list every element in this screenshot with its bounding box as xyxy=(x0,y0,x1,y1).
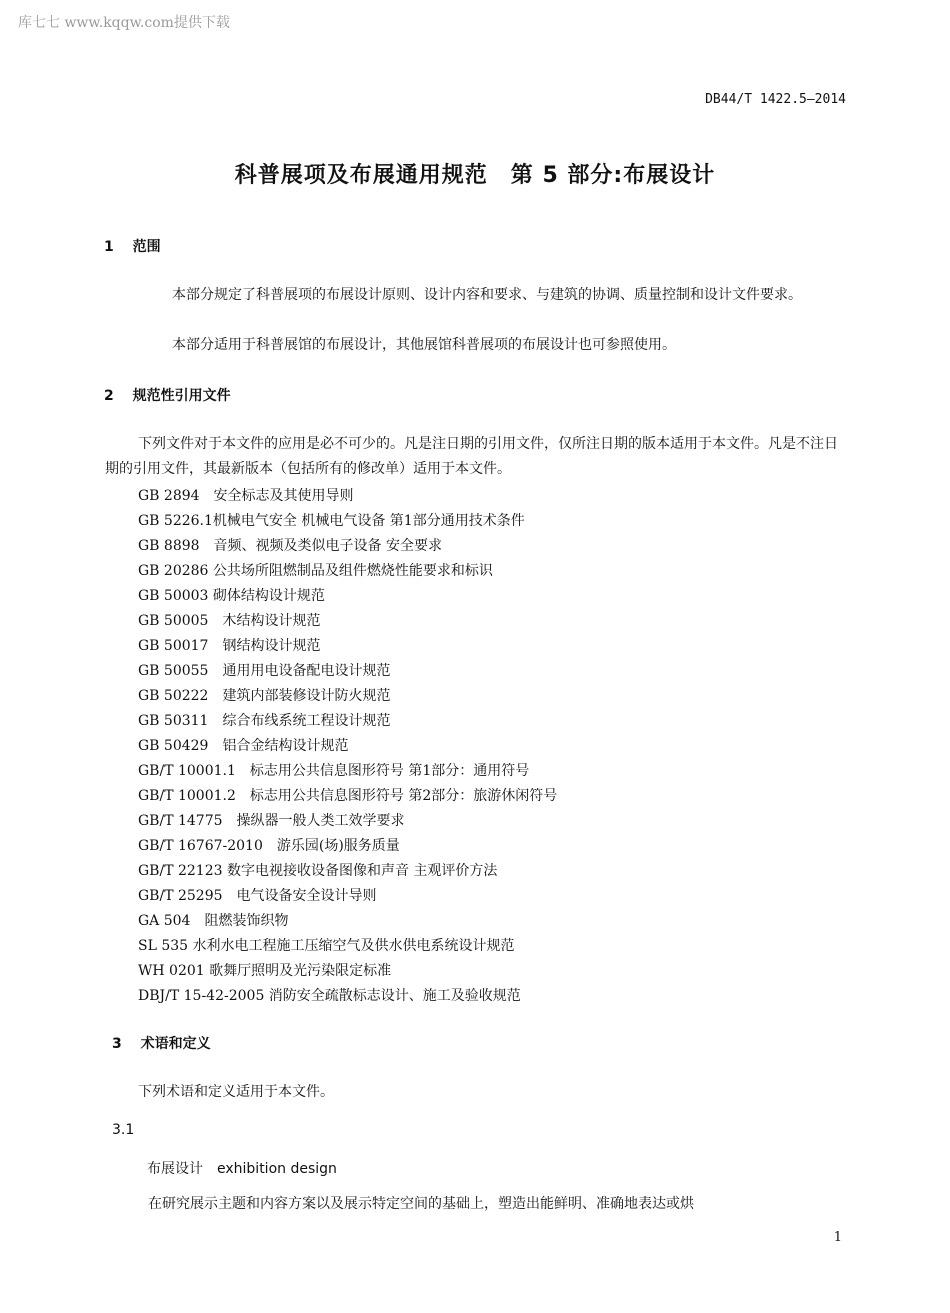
section-2-number: 2 xyxy=(104,388,114,404)
section-3-intro: 下列术语和定义适用于本文件。 xyxy=(138,1084,334,1100)
reference-item: GB 50055 通用用电设备配电设计规范 xyxy=(138,663,391,679)
reference-item: GB 50429 铝合金结构设计规范 xyxy=(138,738,349,754)
page-number: 1 xyxy=(833,1230,842,1245)
reference-item: GB/T 25295 电气设备安全设计导则 xyxy=(138,888,377,904)
watermark: 库七七 www.kqqw.com提供下载 xyxy=(18,15,230,31)
reference-item: GB 2894 安全标志及其使用导则 xyxy=(138,488,354,504)
reference-item: GB/T 10001.2 标志用公共信息图形符号 第2部分：旅游休闲符号 xyxy=(138,788,558,804)
reference-item: GB 50003 砌体结构设计规范 xyxy=(138,588,325,604)
reference-item: WH 0201 歌舞厅照明及光污染限定标准 xyxy=(138,963,392,979)
document-code: DB44/T 1422.5—2014 xyxy=(705,92,846,107)
reference-item: GB/T 14775 操纵器一般人类工效学要求 xyxy=(138,813,405,829)
reference-item: GB/T 16767-2010 游乐园(场)服务质量 xyxy=(138,838,400,854)
section-2-intro: 下列文件对于本文件的应用是必不可少的。凡是注日期的引用文件，仅所注日期的版本适用于本文件。凡是不注日期的引用文件，其最新版本（包括所有的修改单）适用于本文件。 xyxy=(105,436,838,477)
reference-item: GB 50005 木结构设计规范 xyxy=(138,613,321,629)
reference-item: GB 50017 钢结构设计规范 xyxy=(138,638,321,654)
section-2-heading xyxy=(104,385,231,405)
section-1-number: 1 xyxy=(104,239,114,255)
reference-item: DBJ/T 15-42-2005 消防安全疏散标志设计、施工及验收规范 xyxy=(138,988,521,1004)
subsection-3-1-number: 3.1 xyxy=(112,1122,135,1138)
reference-item: GB 50311 综合布线系统工程设计规范 xyxy=(138,713,391,729)
term-definition: 在研究展示主题和内容方案以及展示特定空间的基础上，塑造出能鲜明、准确地表达或烘 xyxy=(148,1196,694,1212)
section-2-title: 规范性引用文件 xyxy=(132,388,231,404)
reference-item: GB/T 22123 数字电视接收设备图像和声音 主观评价方法 xyxy=(138,863,498,879)
section-3-title: 术语和定义 xyxy=(140,1036,211,1052)
section-3-number: 3 xyxy=(112,1036,122,1052)
reference-item: GB 5226.1机械电气安全 机械电气设备 第1部分通用技术条件 xyxy=(138,513,525,529)
reference-item: GA 504 阻燃装饰织物 xyxy=(138,913,289,929)
reference-item: GB 50222 建筑内部装修设计防火规范 xyxy=(138,688,391,704)
section-3-heading xyxy=(112,1033,211,1053)
reference-item: GB 8898 音频、视频及类似电子设备 安全要求 xyxy=(138,538,442,554)
section-1-paragraph-1: 本部分规定了科普展项的布展设计原则、设计内容和要求、与建筑的协调、质量控制和设计文件要求。 xyxy=(172,287,802,303)
section-1-paragraph-2: 本部分适用于科普展馆的布展设计，其他展馆科普展项的布展设计也可参照使用。 xyxy=(172,337,676,353)
reference-item: GB 20286 公共场所阻燃制品及组件燃烧性能要求和标识 xyxy=(138,563,493,579)
term-heading: 布展设计 exhibition design xyxy=(147,1161,337,1177)
section-1-title: 范围 xyxy=(132,239,161,255)
reference-item: GB/T 10001.1 标志用公共信息图形符号 第1部分：通用符号 xyxy=(138,763,530,779)
document-title: 科普展项及布展通用规范 第 5 部分:布展设计 xyxy=(234,163,716,188)
reference-item: SL 535 水利水电工程施工压缩空气及供水供电系统设计规范 xyxy=(138,938,515,954)
section-1-heading xyxy=(104,236,161,256)
